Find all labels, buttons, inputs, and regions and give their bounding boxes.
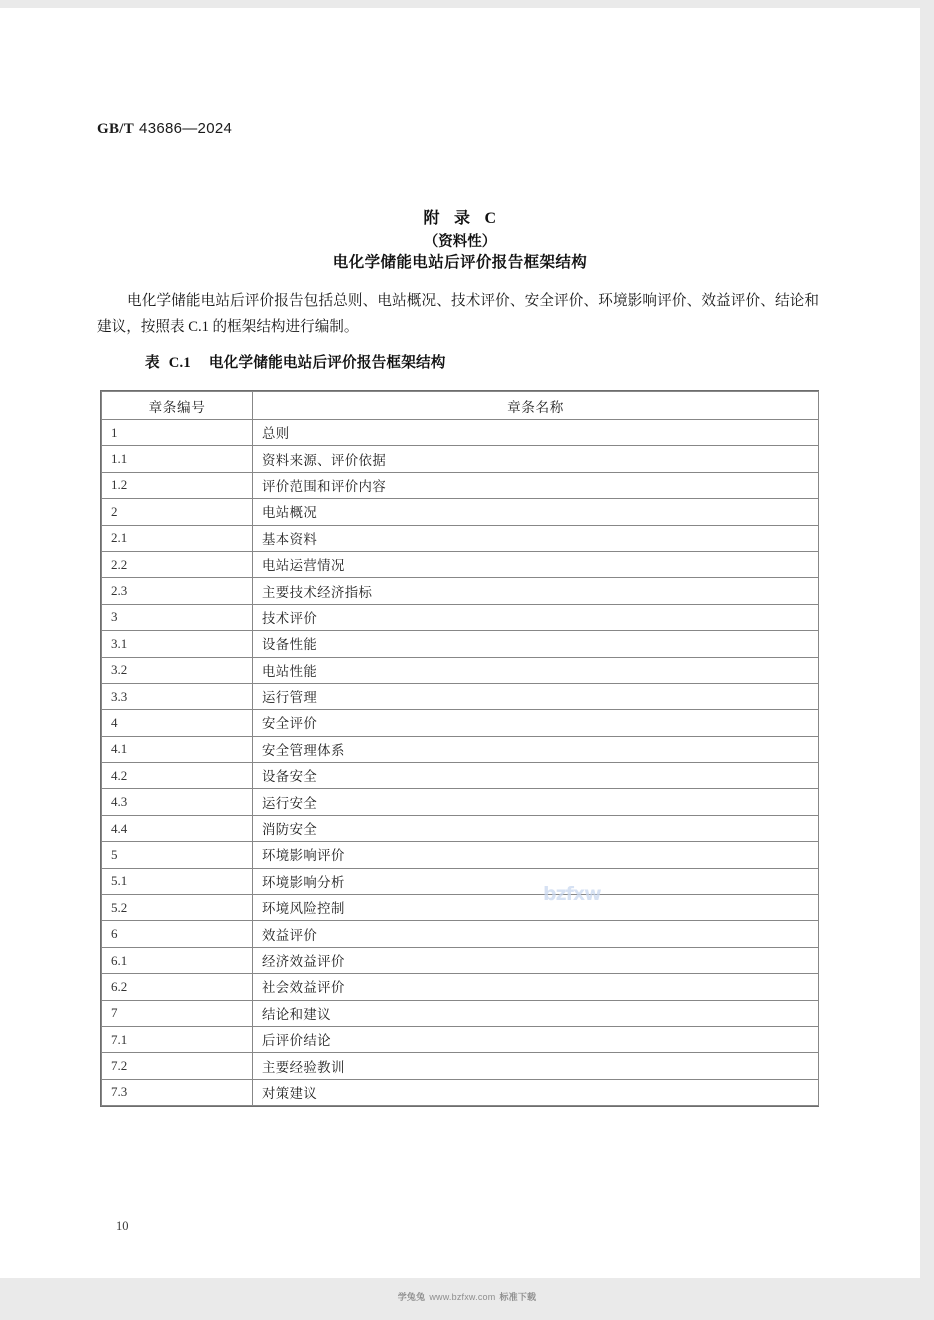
cell-clause-number: 7.2 <box>102 1053 253 1079</box>
table-caption <box>97 351 819 372</box>
site-watermark-url: www.bzfxw.com <box>429 1292 496 1302</box>
table-row <box>102 631 819 657</box>
annex-kind: （资料性） <box>423 234 497 250</box>
cell-clause-name: 技术评价 <box>253 604 819 630</box>
cell-clause-number: 7.3 <box>102 1079 253 1105</box>
cell-clause-name: 效益评价 <box>253 921 819 947</box>
cell-clause-number: 3.2 <box>102 657 253 683</box>
table-row <box>102 763 819 789</box>
site-watermark <box>0 1290 934 1303</box>
table-row <box>102 974 819 1000</box>
table-row <box>102 525 819 551</box>
cell-clause-name: 电站概况 <box>253 499 819 525</box>
cell-clause-number: 7 <box>102 1000 253 1026</box>
table-header-row <box>102 392 819 420</box>
cell-clause-number: 6 <box>102 921 253 947</box>
annex-letter: C <box>484 210 497 227</box>
table-row <box>102 947 819 973</box>
cell-clause-name: 主要技术经济指标 <box>253 578 819 604</box>
annex-title <box>0 205 920 228</box>
table-row <box>102 710 819 736</box>
table-body <box>102 420 819 1106</box>
cell-clause-number: 6.1 <box>102 947 253 973</box>
table-row <box>102 604 819 630</box>
framework-table-wrapper <box>100 390 819 1107</box>
cell-clause-name: 经济效益评价 <box>253 947 819 973</box>
cell-clause-name: 环境影响分析 <box>253 868 819 894</box>
table-row <box>102 551 819 577</box>
cell-clause-number: 3.3 <box>102 683 253 709</box>
cell-clause-name: 环境风险控制 <box>253 895 819 921</box>
cell-clause-name: 运行管理 <box>253 683 819 709</box>
cell-clause-number: 7.1 <box>102 1026 253 1052</box>
cell-clause-name: 资料来源、评价依据 <box>253 446 819 472</box>
cell-clause-number: 4.2 <box>102 763 253 789</box>
table-row <box>102 1053 819 1079</box>
table-row <box>102 499 819 525</box>
column-header-number: 章条编号 <box>102 392 253 420</box>
table-row <box>102 1026 819 1052</box>
table-row <box>102 1000 819 1026</box>
cell-clause-name: 安全评价 <box>253 710 819 736</box>
table-caption-number: C.1 <box>168 355 191 371</box>
cell-clause-name: 设备性能 <box>253 631 819 657</box>
cell-clause-number: 2.3 <box>102 578 253 604</box>
cell-clause-number: 5.2 <box>102 895 253 921</box>
table-row <box>102 842 819 868</box>
cell-clause-number: 5.1 <box>102 868 253 894</box>
cell-clause-number: 2.1 <box>102 525 253 551</box>
cell-clause-name: 安全管理体系 <box>253 736 819 762</box>
cell-clause-name: 电站运营情况 <box>253 551 819 577</box>
cell-clause-number: 4.4 <box>102 815 253 841</box>
cell-clause-name: 主要经验教训 <box>253 1053 819 1079</box>
cell-clause-name: 评价范围和评价内容 <box>253 472 819 498</box>
site-watermark-tail: 标准下载 <box>499 1292 537 1302</box>
table-row <box>102 921 819 947</box>
cell-clause-name: 电站性能 <box>253 657 819 683</box>
table-row <box>102 815 819 841</box>
cell-clause-name: 社会效益评价 <box>253 974 819 1000</box>
cell-clause-number: 6.2 <box>102 974 253 1000</box>
cell-clause-number: 3 <box>102 604 253 630</box>
cell-clause-number: 4 <box>102 710 253 736</box>
document-page <box>0 8 920 1278</box>
table-row <box>102 868 819 894</box>
standard-number: 43686—2024 <box>139 120 233 137</box>
cell-clause-number: 4.3 <box>102 789 253 815</box>
standard-prefix: GB/T <box>97 121 135 137</box>
site-watermark-brand: 学兔兔 <box>397 1292 426 1302</box>
column-header-name: 章条名称 <box>253 392 819 420</box>
table-row <box>102 657 819 683</box>
table-row <box>102 578 819 604</box>
framework-table <box>101 391 819 1106</box>
cell-clause-name: 环境影响评价 <box>253 842 819 868</box>
cell-clause-number: 2 <box>102 499 253 525</box>
cell-clause-name: 运行安全 <box>253 789 819 815</box>
cell-clause-number: 5 <box>102 842 253 868</box>
table-row <box>102 736 819 762</box>
annex-label-prefix: 附 <box>423 210 440 227</box>
table-row <box>102 420 819 446</box>
cell-clause-number: 2.2 <box>102 551 253 577</box>
body-paragraph: 电化学储能电站后评价报告包括总则、电站概况、技术评价、安全评价、环境影响评价、效益评价、结论和建议，按照表 C.1 的框架结构进行编制。 <box>97 293 819 335</box>
annex-name: 电化学储能电站后评价报告框架结构 <box>332 254 588 271</box>
table-row <box>102 789 819 815</box>
center-watermark-logo: bzfxw <box>543 883 601 905</box>
page-number: 10 <box>116 1219 129 1233</box>
annex-label-suffix: 录 <box>453 210 471 227</box>
cell-clause-number: 1.1 <box>102 446 253 472</box>
table-row <box>102 472 819 498</box>
cell-clause-number: 1.2 <box>102 472 253 498</box>
cell-clause-name: 消防安全 <box>253 815 819 841</box>
cell-clause-number: 1 <box>102 420 253 446</box>
cell-clause-name: 结论和建议 <box>253 1000 819 1026</box>
table-row <box>102 895 819 921</box>
cell-clause-number: 3.1 <box>102 631 253 657</box>
cell-clause-number: 4.1 <box>102 736 253 762</box>
table-caption-title: 电化学储能电站后评价报告框架结构 <box>208 355 446 371</box>
table-row <box>102 446 819 472</box>
cell-clause-name: 基本资料 <box>253 525 819 551</box>
table-row <box>102 1079 819 1105</box>
cell-clause-name: 对策建议 <box>253 1079 819 1105</box>
cell-clause-name: 后评价结论 <box>253 1026 819 1052</box>
cell-clause-name: 设备安全 <box>253 763 819 789</box>
table-caption-label: 表 <box>145 355 160 371</box>
running-header <box>97 120 232 138</box>
table-row <box>102 683 819 709</box>
cell-clause-name: 总则 <box>253 420 819 446</box>
